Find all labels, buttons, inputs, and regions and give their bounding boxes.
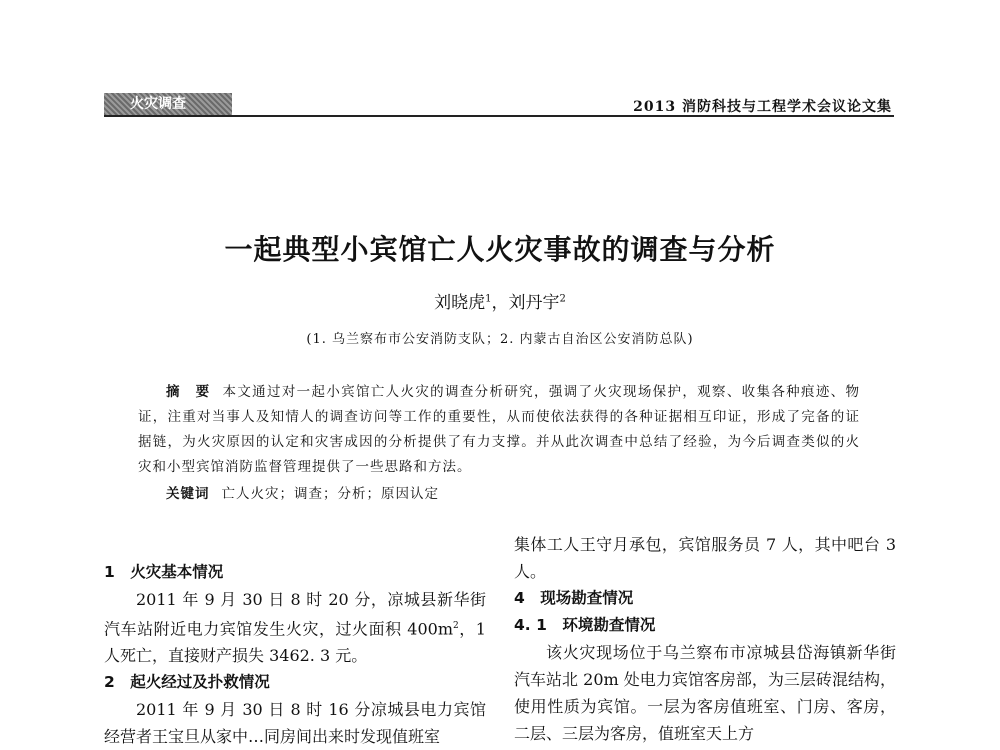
affiliations: (1. 乌兰察布市公安消防支队；2. 内蒙古自治区公安消防总队) — [306, 332, 694, 347]
keywords — [166, 482, 439, 502]
right-column — [514, 531, 896, 747]
author-name: 刘丹宇 — [508, 293, 560, 313]
keywords-label: 关键词 — [166, 486, 210, 502]
abstract-text: 本文通过对一起小宾馆亡人火灾的调查分析研究，强调了火灾现场保护，观察、收集各种痕迹、物证，注重对当事人及知情人的调查访问等工作的重要性，从而使依法获得的各种证据相互印证，形成了完备的证据链，为火灾原因的认定和灾害成因的分析提供了有力支撑。并从此次调查中总结了经验，为今后调查类似的火灾和小型宾馆消防监督管理提供了一些思路和方法。 — [138, 384, 860, 475]
abstract-label: 摘 要 — [166, 384, 211, 400]
header-rule — [104, 115, 894, 117]
article-title: 一起典型小宾馆亡人火灾事故的调查与分析 — [224, 233, 776, 266]
subsection-heading: 4. 1 环境勘查情况 — [514, 616, 656, 634]
abstract-paragraph — [138, 380, 860, 480]
section-heading: 2 起火经过及扑救情况 — [104, 673, 270, 692]
paragraph: 该火灾现场位于乌兰察布市凉城县岱海镇新华街汽车站北 20m 处电力宾馆客房部，为三层砖混结构，使用性质为宾馆。一层为客房值班室、门房、客房，二层、三层为客房，值班室天上方 — [514, 643, 896, 743]
paragraph: 集体工人王守月承包，宾馆服务员 7 人，其中吧台 3 人。 — [514, 535, 896, 581]
paragraph — [104, 586, 486, 669]
paragraph: 2011 年 9 月 30 日 8 时 16 分凉城县电力宾馆经营者王宝旦从家中…同房间出来时发现值班室 — [104, 700, 486, 747]
section-heading: 1 火灾基本情况 — [104, 563, 224, 581]
author-name: 刘晓虎 — [434, 293, 486, 313]
author-line — [0, 288, 1000, 313]
left-column — [104, 559, 486, 750]
superscript: 2 — [453, 621, 459, 631]
paragraph-text: ，1 人死亡，直接财产损失 3462. 3 元。 — [104, 619, 486, 666]
author-mark: 2 — [559, 293, 566, 305]
author-mark: 1 — [485, 293, 492, 305]
abstract — [138, 380, 860, 480]
section-heading: 4 现场勘查情况 — [514, 589, 634, 607]
keywords-text: 亡人火灾；调查；分析；原因认定 — [221, 486, 439, 502]
section-tag: 火灾调查 — [104, 93, 232, 115]
paragraph-text: 2011 年 9 月 30 日 8 时 20 分，凉城县新华街汽车站附近电力宾馆发生火灾，过火面积 400m — [104, 590, 486, 639]
journal-title: 2013 消防科技与工程学术会议论文集 — [633, 99, 892, 115]
author-separator: ， — [491, 293, 509, 313]
